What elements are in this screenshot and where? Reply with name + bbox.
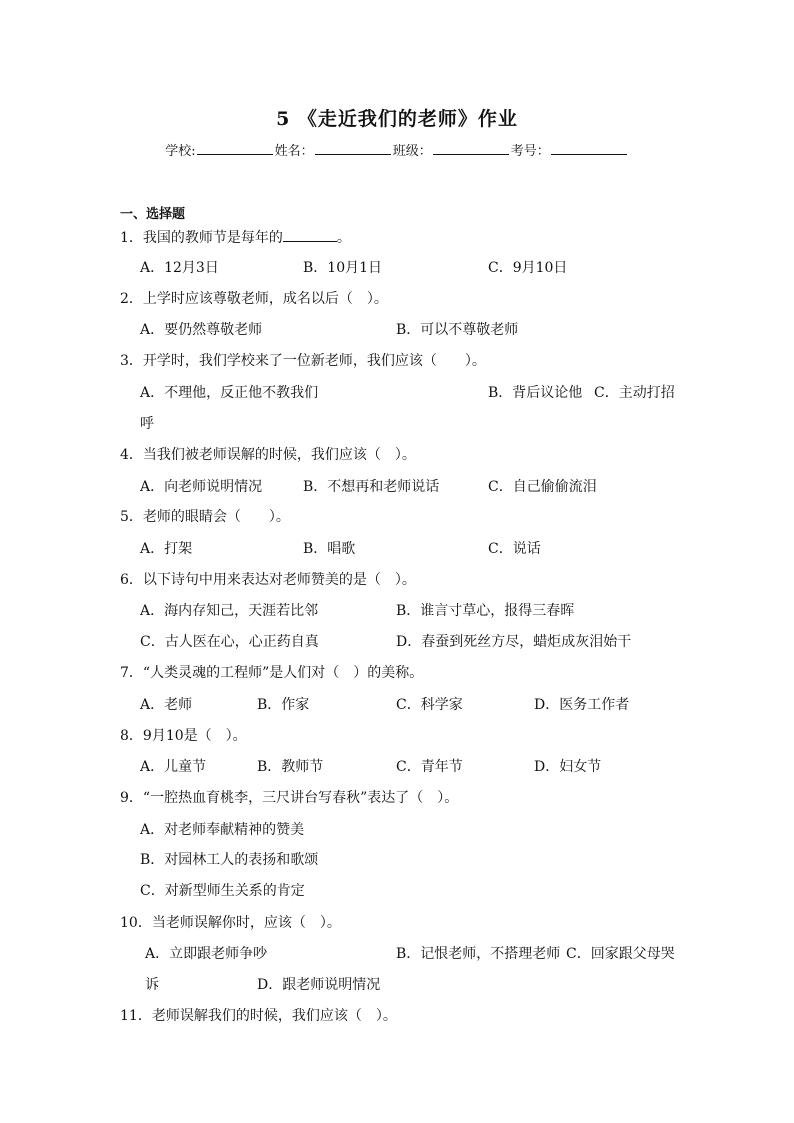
name-blank[interactable] [315,142,391,155]
name-label: 姓名： [274,144,314,159]
student-info-line [0,140,794,159]
school-label: 学校: [165,144,196,159]
option-c[interactable]: C．主动打招 [594,385,675,401]
option-b[interactable]: B．不想再和老师说话 [303,479,440,495]
option-a[interactable]: A．不理他，反正他不教我们 [140,385,319,401]
option-c[interactable]: C．9月10日 [488,260,568,276]
option-b[interactable]: B．谁言寸草心，报得三春晖 [396,603,575,619]
question-stem: 9．“一腔热血育桃李，三尺讲台写春秋”表达了（ ）。 [120,790,459,806]
option-d[interactable]: D．妇女节 [534,759,602,775]
option-b[interactable]: B．记恨老师，不搭理老师 [396,946,561,962]
option-c[interactable]: C．回家跟父母哭 [566,946,675,962]
section-title: 一、选择题 [120,207,186,222]
option-b[interactable]: B．背后议论他 [488,385,583,401]
exam-no-blank[interactable] [551,142,627,155]
option-a[interactable]: A．要仍然尊敬老师 [140,322,263,338]
option-b[interactable]: B．对园林工人的表扬和歌颂 [140,852,319,868]
question-stem: 2．上学时应该尊敬老师，成名以后（ ）。 [120,291,388,307]
option-b[interactable]: B．教师节 [257,759,324,775]
page-title: 5 《走近我们的老师》作业 [276,108,518,130]
option-c[interactable]: C．说话 [488,541,541,557]
option-d[interactable]: D．跟老师说明情况 [257,977,381,993]
question-stem: 10．当老师误解你时，应该（ ）。 [120,915,341,931]
option-c[interactable]: C．古人医在心，心正药自真 [140,634,319,650]
option-d[interactable]: D．医务工作者 [534,697,630,713]
option-a[interactable]: A．对老师奉献精神的赞美 [140,822,305,838]
question-stem [120,229,351,247]
school-blank[interactable] [197,142,273,155]
question-stem: 11．老师误解我们的时候，我们应该（ ）。 [120,1008,397,1024]
question-stem: 6．以下诗句中用来表达对老师赞美的是（ ）。 [120,572,416,588]
option-a[interactable]: A．海内存知己，天涯若比邻 [140,603,319,619]
question-stem: 5．老师的眼睛会（ ）。 [120,509,290,525]
option-c[interactable]: C．青年节 [396,759,463,775]
question-text: 1．我国的教师节是每年的 [120,230,283,246]
answer-blank[interactable] [283,229,337,242]
option-a[interactable]: A．儿童节 [140,759,207,775]
option-b[interactable]: B．可以不尊敬老师 [396,322,519,338]
option-c-continued[interactable]: 诉 [145,977,159,993]
option-a[interactable]: A．立即跟老师争吵 [145,946,268,962]
class-blank[interactable] [433,142,509,155]
option-b[interactable]: B．唱歌 [303,541,356,557]
option-a[interactable]: A．向老师说明情况 [140,479,263,495]
option-d[interactable]: D．春蚕到死丝方尽，蜡炬成灰泪始干 [396,634,632,650]
option-b[interactable]: B．作家 [257,697,310,713]
exam-no-label: 考号： [510,144,550,159]
option-c[interactable]: C．对新型师生关系的肯定 [140,883,305,899]
option-b[interactable]: B．10月1日 [303,260,383,276]
option-c[interactable]: C．科学家 [396,697,463,713]
option-c-continued[interactable]: 呼 [140,416,154,432]
question-stem: 3．开学时，我们学校来了一位新老师，我们应该（ ）。 [120,353,486,369]
question-stem: 7．“人类灵魂的工程师”是人们对（ ）的美称。 [120,665,424,681]
class-label: 班级： [392,144,432,159]
question-stem: 4．当我们被老师误解的时候，我们应该（ ）。 [120,447,416,463]
option-c[interactable]: C．自己偷偷流泪 [488,479,597,495]
option-a[interactable]: A．老师 [140,697,193,713]
option-a[interactable]: A．打架 [140,541,193,557]
question-stem: 8．9月10是（ ）。 [120,728,247,744]
question-text-end: 。 [336,230,351,246]
option-a[interactable]: A．12月3日 [140,260,219,276]
